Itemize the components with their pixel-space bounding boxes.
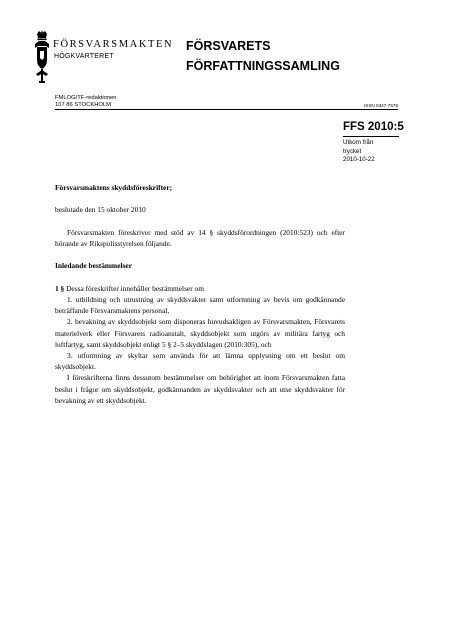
- document-title: Försvarsmaktens skyddsföreskrifter;: [55, 183, 173, 192]
- list-item-1: 1. utbildning och utrustning av skyddsvakter samt utformning av bevis om godkännande beträffande Försvarsmaktens personal,: [55, 294, 345, 316]
- ffs-number: FFS 2010:5: [343, 121, 404, 133]
- issn: ISSN 0347-7576: [364, 103, 398, 108]
- paragraph-1-text: Dessa föreskrifter innehåller bestämmelser om: [64, 283, 205, 293]
- publication-meta: [343, 139, 375, 165]
- paragraph-1-number: 1 §: [55, 283, 65, 293]
- header-divider: [55, 109, 398, 110]
- publication-title-line-1: FÖRSVARETS: [186, 39, 271, 53]
- address-line-1: FMLOG/TF-redaktionen: [55, 95, 117, 101]
- armed-forces-crest-icon: [34, 30, 50, 84]
- decision-date: beslutade den 15 oktober 2010: [55, 205, 146, 215]
- ffs-underline: [343, 136, 399, 137]
- published-label-2: trycket: [343, 147, 362, 155]
- paragraph-1: [55, 283, 345, 294]
- published-date: 2010-10-22: [343, 156, 375, 163]
- list-item-2: 2. bevakning av skyddsobjekt som disponeras huvudsakligen av Försvarsmakten, Försvarets materielverk eller Försvarets radioanstalt, skyddsobjekt som utgörs av militära fartyg och luftfartyg, samt skyddsobjekt enligt 5 § 2–5 skyddslagen (2010:305), och: [55, 317, 345, 349]
- list-item-3: 3. utformning av skyltar som används för att lämna upplysning om ett beslut om skyddsobjekt.: [55, 350, 345, 372]
- published-label-1: Utkom från: [343, 139, 374, 146]
- org-name: FÖRSVARSMAKTEN: [53, 39, 174, 50]
- intro-paragraph: Försvarsmakten föreskriver med stöd av 14 § skyddsförordningen (2010:523) och efter hörande av Rikspolisstyrelsen följande.: [55, 227, 345, 248]
- org-subtitle: HÖGKVARTERET: [54, 53, 114, 60]
- publication-title-line-2: FÖRFATTNINGSSAMLING: [186, 59, 340, 73]
- closing-paragraph: I föreskrifterna finns dessutom bestämmelser om behörighet att inom Försvarsmakten fatta beslut i frågor om skyddsobjekt, godkännanden av skyddsvakter och att utse skyddsvakter för bevakning av ett skyddsobjekt.: [55, 373, 345, 405]
- publication-title: [186, 36, 340, 76]
- address-line-2: 107 86 STOCKHOLM: [55, 102, 111, 108]
- document-body: [55, 182, 345, 406]
- address-block: [55, 95, 117, 109]
- section-heading: Inledande bestämmelser: [55, 261, 132, 271]
